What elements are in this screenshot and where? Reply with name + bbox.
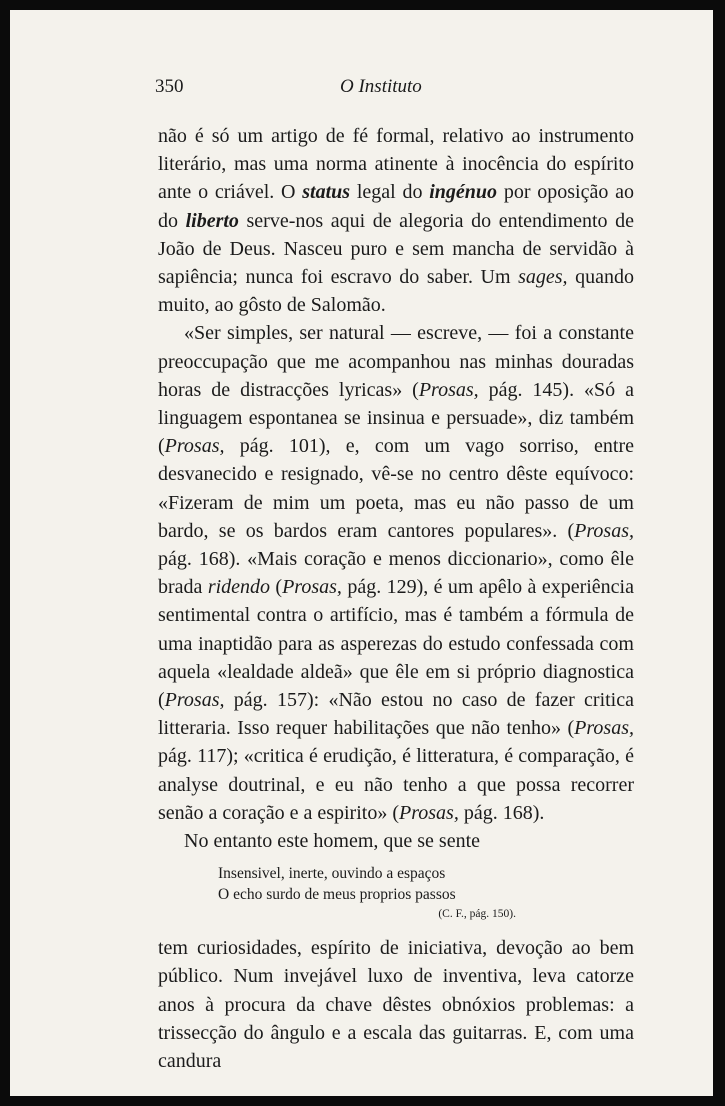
term-liberto: liberto [185,209,239,232]
term-ridendo: ridendo [207,576,271,599]
running-title: O Instituto [340,76,422,97]
ref-prosas: Prosas, [399,801,459,824]
page-number: 350 [155,76,184,97]
paragraph-2: «Ser simples, ser natural — escreve, — foi a constante preoccupação que me acompanhou nas minhas douradas horas de distracções lyricas» (Prosas, pág. 145). «Só a linguagem espontanea se insinua e persuade», diz também (Prosas, pág. 101), e, com um vago sorriso, entre desvanecido e resignado, vê-se no centro dêste equívoco: «Fizeram de mim um poeta, mas eu não passo de um bardo, se os bardos eram cantores populares». (Prosas, pág. 168). «Mais coração e menos diccionario», como êle brada ridendo (Prosas, pág. 129), é um apêlo à experiência sentimental contra o artifício, mas é também a fórmula de uma inaptidão para as asperezas do estudo confessada com aquela «lealdade aldeã» que êle em si próprio diagnostica (Prosas, pág. 157): «Não estou no caso de fazer critica litteraria. Isso requer habilitações que não tenho» (Prosas, pág. 117); «critica é erudição, é litteratura, é comparação, é analyse doutrinal, e eu não tenho a que possa recorrer senão a coração e a espirito» (Prosas, pág. 168). [158,322,634,824]
verse-source: (C. F., pág. 150). [438,908,516,921]
page-header [155,76,635,104]
term-ingenuo: ingénuo [429,181,498,204]
ref-prosas: Prosas, [164,435,225,458]
book-page [10,10,713,1096]
paragraph-3: No entanto este homem, que se sente [184,830,481,853]
term-status: status [302,181,351,204]
ref-prosas: Prosas, [164,689,225,712]
paragraph-1: não é só um artigo de fé formal, relativo ao instrumento literário, mas uma norma atinente à inocência do espírito ante o criável. O status legal do ingénuo por oposição ao do liberto serve-nos aqui de alegoria do entendimento de João de Deus. Nasceu puro e sem mancha de servidão à sapiência; nunca foi escravo do saber. Um sages, quando muito, ao gôsto de Salomão. [158,125,635,317]
ref-prosas: Prosas, [282,576,342,599]
verse-quote [218,863,634,924]
body-text [158,122,634,1075]
paragraph-4: tem curiosidades, espírito de iniciativa, devoção ao bem público. Num invejável luxo de inventiva, leva catorze anos à procura da chave dêstes obnóxios problemas: a trissecção do ângulo e a escala das guitarras. E, com uma candura [158,937,634,1073]
verse-line-1: Insensivel, inerte, ouvindo a espaços [218,865,446,883]
ref-prosas: Prosas, [574,519,634,542]
verse-line-2: O echo surdo de meus proprios passos [218,886,456,904]
ref-prosas: Prosas, [418,378,479,401]
term-sages: sages, [518,266,568,289]
ref-prosas: Prosas, [574,717,634,740]
